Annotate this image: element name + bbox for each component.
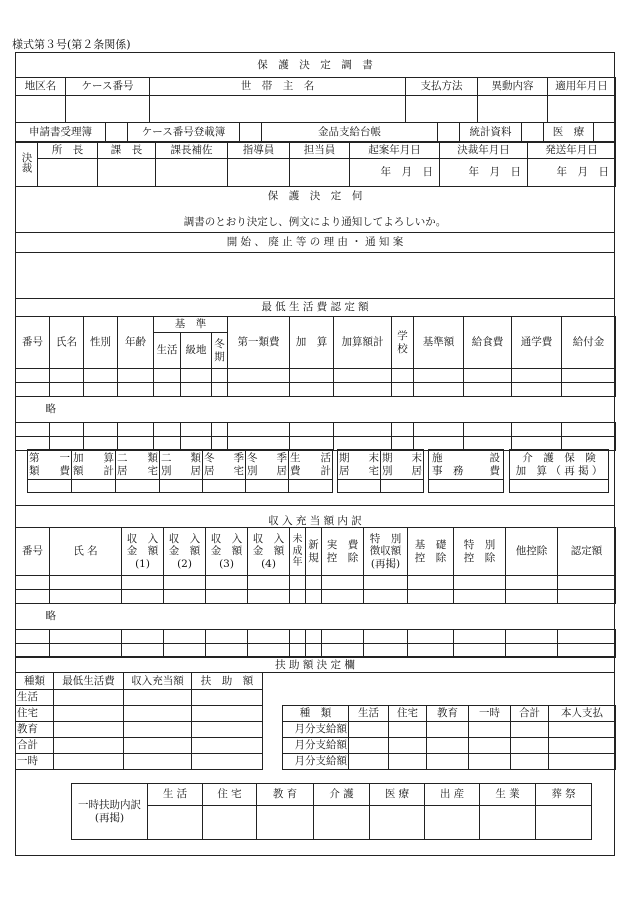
sub-facility-expense: 施 設 事 務 費: [429, 450, 504, 480]
inquiry-text: 調書のとおり決定し、例文により通知してよろしいか。: [183, 216, 447, 228]
ledger-application: 申請書受理簿: [16, 123, 106, 143]
householder-label: 世 帯 主 名: [150, 78, 406, 96]
pay-col-housing: 住宅: [389, 706, 427, 722]
ledger-case-register: ケース番号登載簿: [128, 123, 240, 143]
temp-housing: 住 宅: [203, 784, 257, 806]
approval-table: [15, 141, 616, 187]
seal-instructor[interactable]: [228, 159, 290, 187]
pay-row: 月分支給額: [283, 738, 616, 754]
sub-winter-home: 冬 季 居 宅: [203, 450, 246, 480]
approval-label: 決裁: [16, 142, 38, 187]
ledger-table: [15, 122, 616, 143]
temp-childbirth: 出 産: [425, 784, 480, 806]
header-table: [15, 77, 616, 123]
ledger-check[interactable]: [106, 123, 128, 143]
temp-medical: 医 療: [370, 784, 425, 806]
householder-field[interactable]: [150, 96, 406, 123]
col-standard: 基 準: [154, 317, 228, 333]
aid-col-type: 種類: [16, 673, 54, 690]
form-title: 保 護 決 定 調 書: [16, 53, 614, 78]
aid-row-living: 生活: [16, 690, 263, 706]
temp-aid-table: [71, 783, 592, 840]
aid-col-income: 収入充当額: [124, 673, 192, 690]
change-content-field[interactable]: [478, 96, 548, 123]
draft-date-field[interactable]: 年 月 日: [350, 159, 440, 187]
ledger-statistics: 統計資料: [460, 123, 522, 143]
payment-method-field[interactable]: [406, 96, 478, 123]
ledger-check[interactable]: [240, 123, 262, 143]
inc-col-other: 他控除: [506, 528, 558, 576]
abbrev-row: [16, 604, 616, 630]
pay-col-type: 種 類: [283, 706, 349, 722]
col-benefit: 給付金: [562, 317, 616, 369]
col-age: 年齢: [118, 317, 154, 369]
subtotal-group-1: [27, 449, 333, 493]
decision-form: [15, 52, 615, 856]
sub-yearend-separate: 期 末 別 居: [381, 450, 424, 480]
sub-class2-separate: 二 類 別 居: [160, 450, 203, 480]
inc-col-approved: 認定額: [558, 528, 616, 576]
role-officer: 担当員: [290, 142, 350, 159]
reasons-field[interactable]: [16, 253, 614, 299]
table-row: [16, 383, 616, 397]
seal-deputy[interactable]: [156, 159, 228, 187]
col-living: 生活: [154, 333, 181, 369]
table-row: [16, 423, 616, 437]
inc-col-special: 特 別 徴収額 (再掲): [364, 528, 408, 576]
table-row: [16, 369, 616, 383]
pay-row: 月分支給額: [283, 754, 616, 770]
col-winter: 冬期: [212, 333, 228, 369]
aid-right-table: [282, 705, 616, 770]
subtotal-group-3: [428, 449, 504, 493]
send-date-field[interactable]: 年 月 日: [528, 159, 616, 187]
apply-date-field[interactable]: [548, 96, 616, 123]
approval-date-field[interactable]: 年 月 日: [440, 159, 528, 187]
pay-row: 月分支給額: [283, 722, 616, 738]
subtotal-group-4: [509, 449, 609, 493]
approval-date-label: 決裁年月日: [440, 142, 528, 159]
pay-col-total: 合計: [511, 706, 549, 722]
role-section-chief: 課 長: [98, 142, 156, 159]
sub-yearend-home: 期 末 居 宅: [338, 450, 381, 480]
form-id: 様式第３号(第２条関係): [12, 38, 131, 51]
inc-col-basic: 基 礎 控 除: [408, 528, 454, 576]
inc-col-number: 番号: [16, 528, 50, 576]
table-row: [16, 590, 616, 604]
inc-col-name: 氏 名: [50, 528, 122, 576]
reasons-title: 開 始 、 廃 止 等 の 理 由 ・ 通 知 案: [16, 233, 614, 253]
temp-occupation: 生 業: [480, 784, 536, 806]
sub-winter-separate: 冬 季 別 居: [246, 450, 289, 480]
seal-director[interactable]: [38, 159, 98, 187]
inc-col-income2: 収 入 金 額 (2): [164, 528, 206, 576]
inc-col-income3: 収 入 金 額 (3): [206, 528, 248, 576]
seal-section-chief[interactable]: [98, 159, 156, 187]
aid-row-housing: 住宅: [16, 706, 263, 722]
sub-living-total: 生 活 費 計: [289, 450, 333, 480]
ledger-check[interactable]: [438, 123, 460, 143]
sub-addition-total: 加 算 額 計: [72, 450, 116, 480]
role-director: 所 長: [38, 142, 98, 159]
sub-class1: 第 一 類 費: [28, 450, 72, 480]
sub-care-insurance: 介 護 保 険 加 算 （ 再 掲 ）: [510, 450, 609, 480]
col-lunch: 給食費: [464, 317, 512, 369]
ledger-medical: 医 療: [544, 123, 594, 143]
change-content-label: 異動内容: [478, 78, 548, 96]
inc-col-income1: 収 入 金 額 (1): [122, 528, 164, 576]
send-date-label: 発送年月日: [528, 142, 616, 159]
draft-date-label: 起案年月日: [350, 142, 440, 159]
district-field[interactable]: [16, 96, 66, 123]
ledger-check[interactable]: [522, 123, 544, 143]
abbrev-row: [16, 397, 616, 423]
ledger-payment: 金品支給台帳: [262, 123, 438, 143]
income-table: [15, 527, 616, 658]
role-instructor: 指導員: [228, 142, 290, 159]
payment-method-label: 支払方法: [406, 78, 478, 96]
seal-officer[interactable]: [290, 159, 350, 187]
table-row: [16, 630, 616, 644]
pay-col-temporary: 一時: [469, 706, 511, 722]
temp-care: 介 護: [314, 784, 370, 806]
min-title: 最 低 生 活 費 認 定 額: [16, 299, 614, 317]
pay-col-self: 本人支払: [549, 706, 616, 722]
inc-col-income4: 収 入 金 額 (4): [248, 528, 290, 576]
temp-funeral: 葬 祭: [536, 784, 592, 806]
aid-title: 扶 助 額 決 定 欄: [16, 656, 614, 673]
pay-col-living: 生活: [349, 706, 389, 722]
temp-aid-label: 一時扶助内訳 (再掲): [72, 784, 148, 840]
ledger-check[interactable]: [594, 123, 616, 143]
inc-col-new: 新規: [306, 528, 322, 576]
pay-col-education: 教育: [427, 706, 469, 722]
col-addition-total: 加算額計: [334, 317, 392, 369]
min-table: [15, 316, 616, 451]
aid-left-table: [15, 672, 263, 770]
aid-row-temporary: 一時: [16, 754, 263, 770]
aid-col-aid: 扶 助 額: [192, 673, 263, 690]
col-school: 学校: [392, 317, 414, 369]
col-commute: 通学費: [512, 317, 562, 369]
inc-col-actual: 実 費 控 除: [322, 528, 364, 576]
case-number-label: ケース番号: [66, 78, 150, 96]
col-number: 番号: [16, 317, 50, 369]
aid-col-min: 最低生活費: [54, 673, 124, 690]
subtotal-group-2: [337, 449, 424, 493]
apply-date-label: 適用年月日: [548, 78, 616, 96]
role-deputy: 課長補佐: [156, 142, 228, 159]
income-title: 収 入 充 当 額 内 訳: [268, 515, 362, 527]
col-name: 氏名: [50, 317, 84, 369]
inc-col-minor: 未成年: [290, 528, 306, 576]
col-sex: 性別: [84, 317, 118, 369]
aid-row-total: 合計: [16, 738, 263, 754]
col-addition: 加 算: [290, 317, 334, 369]
col-grade: 級地: [181, 333, 212, 369]
abbrev-mark: 略: [16, 397, 616, 423]
abbrev-mark: 略: [16, 604, 616, 630]
temp-education: 教 育: [257, 784, 314, 806]
inquiry-title: 保 護 決 定 伺: [267, 190, 363, 202]
col-class1: 第一類費: [228, 317, 290, 369]
sub-class2-home: 二 類 居 宅: [116, 450, 160, 480]
table-row: [16, 576, 616, 590]
aid-row-education: 教育: [16, 722, 263, 738]
inc-col-special-ded: 特 別 控 除: [454, 528, 506, 576]
case-number-field[interactable]: [66, 96, 150, 123]
inquiry-section: [16, 185, 614, 233]
district-label: 地区名: [16, 78, 66, 96]
col-base: 基準額: [414, 317, 464, 369]
temp-living: 生 活: [148, 784, 203, 806]
